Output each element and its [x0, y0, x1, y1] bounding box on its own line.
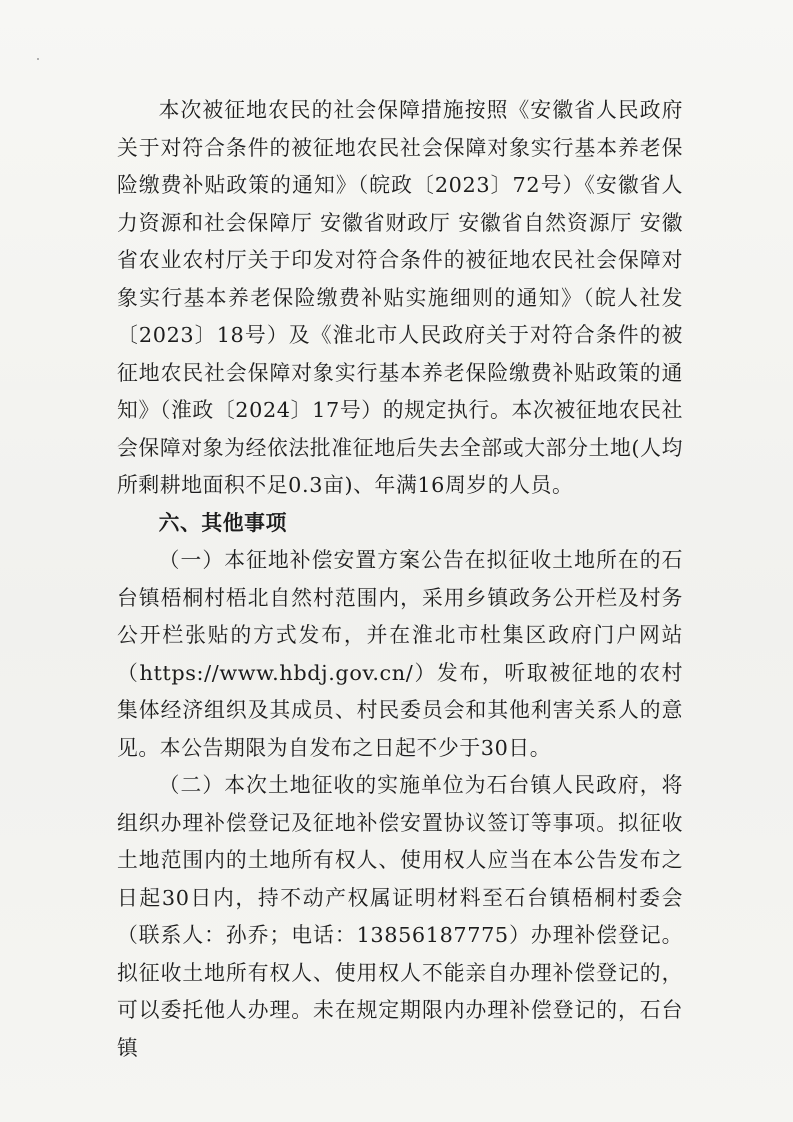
document-body [117, 92, 683, 1067]
announcement-paragraph: （一）本征地补偿安置方案公告在拟征收土地所在的石台镇梧桐村梧北自然村范围内，采用乡镇政务公开栏及村务公开栏张贴的方式发布，并在淮北市杜集区政府门户网站（https://www.hbdj.gov.cn/）发布，听取被征地的农村集体经济组织及其成员、村民委员会和其他利害关系人的意见。本公告期限为自发布之日起不少于30日。 [117, 548, 683, 760]
registration-paragraph: （二）本次土地征收的实施单位为石台镇人民政府，将组织办理补偿登记及征地补偿安置协议签订等事项。拟征收土地范围内的土地所有权人、使用权人应当在本公告发布之日起30日内，持不动产权属证明材料至石台镇梧桐村委会（联系人：孙乔；电话：13856187775）办理补偿登记。拟征收土地所有权人、使用权人不能亲自办理补偿登记的，可以委托他人办理。未在规定期限内办理补偿登记的，石台镇 [117, 773, 683, 1060]
scan-speck [37, 58, 39, 60]
social-security-paragraph: 本次被征地农民的社会保障措施按照《安徽省人民政府关于对符合条件的被征地农民社会保障对象实行基本养老保险缴费补贴政策的通知》（皖政〔2023〕72号）《安徽省人力资源和社会保障厅 安徽省财政厅 安徽省自然资源厅 安徽省农业农村厅关于印发对符合条件的被征地农民社会保障对象实行基本养老保险缴费补贴实施细则的通知》（皖人社发〔2023〕18号）及《淮北市人民政府关于对符合条件的被征地农民社会保障对象实行基本养老保险缴费补贴政策的通知》（淮政〔2024〕17号）的规定执行。本次被征地农民社会保障对象为经依法批准征地后失去全部或大部分土地(人均所剩耕地面积不足0.3亩)、年满16周岁的人员。 [117, 98, 683, 497]
section-heading: 六、其他事项 [158, 510, 287, 535]
